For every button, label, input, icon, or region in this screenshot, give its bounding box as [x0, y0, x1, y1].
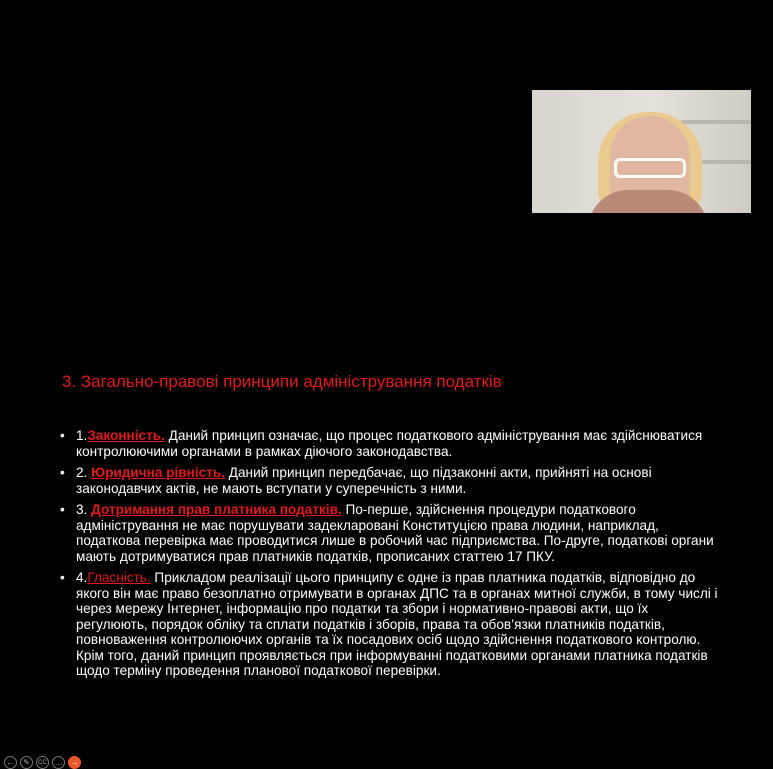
item-keyword: Законність. [87, 428, 165, 443]
item-number: 3. [76, 502, 92, 517]
glasses-shape [614, 158, 686, 178]
item-text: Даний принцип означає, що процес податкового адміністрування має здійснюватися контролюючими органами в рамках діючого законодавства. [76, 428, 703, 459]
more-icon[interactable]: … [52, 756, 65, 769]
captions-icon[interactable]: CC [36, 756, 49, 769]
presenter-video [532, 90, 751, 213]
item-keyword: Гласність. [87, 570, 151, 585]
item-text: Даний принцип передбачає, що підзаконні акти, прийняті на основі законодавчих актів, не мають вступати у суперечність з ними. [76, 465, 652, 496]
item-text: По-перше, здійснення процедури податкового адміністрування не має порушувати задекларовані Конституцією права людини, наприклад, податкова перевірка має проводитися лише в робочий час підприємства. По-друге, податкові органи мають дотримуватися прав платників податків, прописаних статтею 17 ПКУ. [76, 502, 714, 564]
pen-icon[interactable]: ✎ [20, 756, 33, 769]
list-item [60, 502, 720, 564]
item-number: 4. [76, 570, 88, 585]
list-item [60, 428, 720, 459]
item-keyword: Юридична рівність. [91, 465, 226, 480]
item-number: 2. [76, 465, 92, 480]
previous-icon[interactable]: ← [4, 756, 17, 769]
item-number: 1. [76, 428, 88, 443]
list-item [60, 465, 720, 496]
slideshow-controls [4, 756, 81, 769]
item-keyword: Дотримання прав платника податків. [91, 502, 342, 517]
principles-list [60, 428, 720, 685]
list-item [60, 570, 720, 679]
item-text: Прикладом реалізації цього принципу є одне із прав платника податків, відповідно до якого він має право безоплатно отримувати в органах ДПС та в органах митної служби, в тому числі і через мережу Інтернет, інформацію про податки та збори і нормативно-правові акти, що їх регулюють, порядок обліку та сплати податків і зборів, права та обов’язки платників податків, повноваження контролюючих органів та їх посадових осіб щодо здійснення податкового контролю. Крім того, даний принцип проявляється при інформуванні податковими органами платника податків щодо терміну проведення планової податкової перевірки. [76, 570, 718, 678]
next-icon[interactable]: → [68, 756, 81, 769]
slide-title: 3. Загально-правові принципи адміністрування податків [62, 372, 502, 391]
